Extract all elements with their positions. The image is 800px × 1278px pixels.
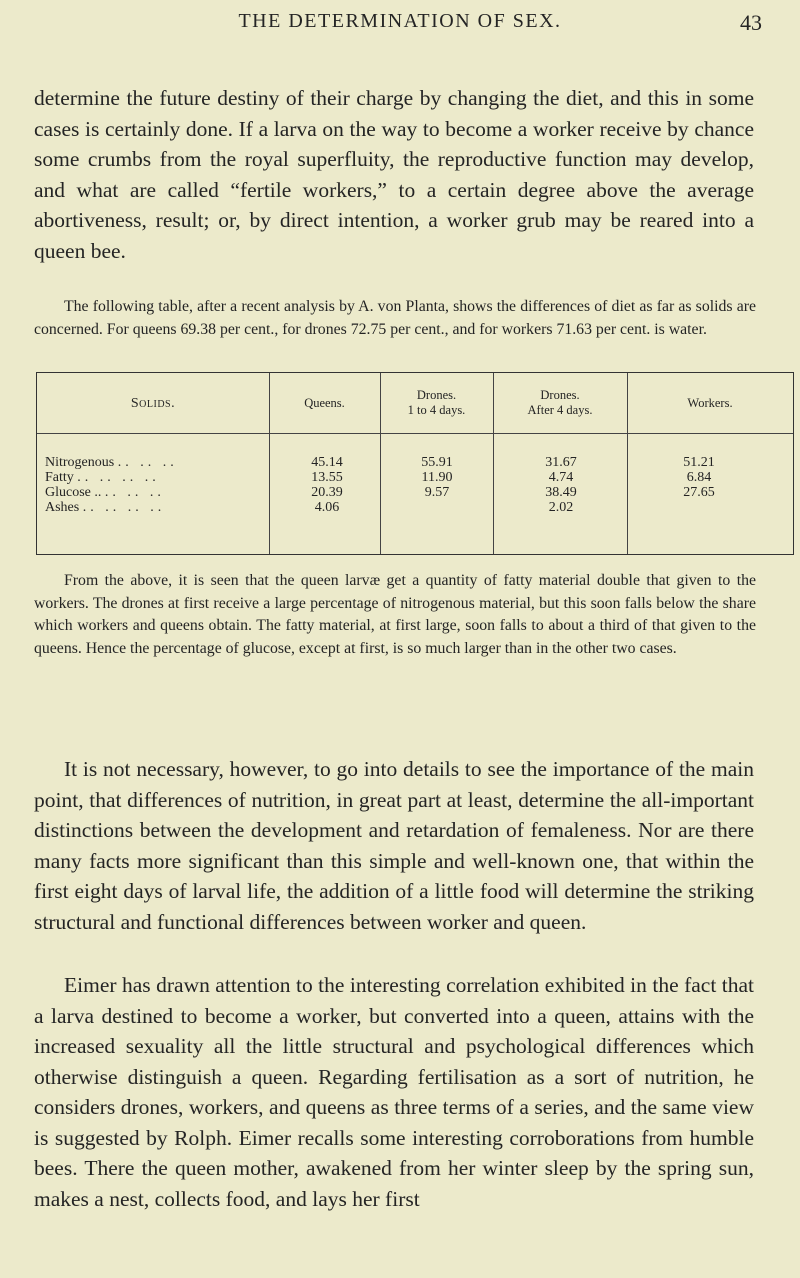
table-cell: 38.49 <box>545 485 577 500</box>
header-drones-late-line1: Drones. <box>540 388 580 402</box>
table-row-label <box>45 500 165 515</box>
header-workers-label: Workers. <box>687 395 733 410</box>
table-cell: 9.57 <box>424 485 450 500</box>
table-cell: 55.91 <box>421 455 453 470</box>
table-row-label <box>45 470 160 485</box>
paragraph-nutrition-importance: It is not necessary, however, to go into details to see the importance of the main point, that differences of nutrition, in great part at least, determine the all-important distinctions between the development and retardation of femaleness. Nor are there many facts more significant than this simple and well-known one, that within the first eight days of larval life, the addition of a little food will determine the striking structural and functional differences between worker and queen. <box>34 757 754 934</box>
page-header <box>0 10 800 50</box>
table-row-label <box>45 485 165 500</box>
header-drones-early <box>380 373 493 433</box>
row-label-dots: .. .. .. .. <box>82 500 166 515</box>
row-label-dots: .. .. .. <box>117 455 178 470</box>
header-queens-label: Queens. <box>304 395 345 410</box>
table-cell: 31.67 <box>545 455 577 470</box>
header-drones-late-line2: After 4 days. <box>527 403 593 417</box>
paragraph-table-intro: The following table, after a recent analysis by A. von Planta, shows the differences of diet as far as solids are concerned. For queens 69.38 per cent., for drones 72.75 per cent., and for workers 71.63 per cent. is water. <box>34 298 756 338</box>
row-label-dots: .. .. .. <box>104 485 165 500</box>
running-title: THE DETERMINATION OF SEX. <box>238 10 562 32</box>
table-cell: 51.21 <box>683 455 715 470</box>
header-drones-early-line2: 1 to 4 days. <box>407 403 466 417</box>
paragraph-table-analysis: From the above, it is seen that the queen larvæ get a quantity of fatty material double that given to the workers. The drones at first receive a large percentage of nitrogenous material, but this soon falls below the share which workers and queens obtain. The fatty material, at first large, soon falls to about a third of that given to the queens. Hence the percentage of glucose, except at first, is so much larger than in the other two cases. <box>34 572 756 657</box>
paragraph-eimer: Eimer has drawn attention to the interesting correlation exhibited in the fact that a larva destined to become a worker, but converted into a queen, attains with the increased sexuality all the little structural and psychological differences which otherwise distinguish a queen. Regarding fertilisation as a sort of nutrition, he considers drones, workers, and queens as three terms of a series, and the same view is suggested by Rolph. Eimer recalls some interesting corroborations from humble bees. There the queen mother, awakened from her winter sleep by the spring sun, makes a nest, collects food, and lays her first <box>34 973 754 1211</box>
table-cell: 13.55 <box>311 470 343 485</box>
table-cell: 45.14 <box>311 455 343 470</box>
row-label-dots: .. .. .. .. <box>77 470 160 485</box>
header-queens <box>269 373 380 433</box>
header-solids-label: Solids. <box>130 395 176 411</box>
header-solids <box>37 373 269 433</box>
table-cell: 6.84 <box>686 470 712 485</box>
table-cell: 20.39 <box>311 485 343 500</box>
table-cell: 11.90 <box>421 470 453 485</box>
row-label-text: Ashes <box>45 500 80 515</box>
header-drones-late <box>493 373 627 433</box>
header-drones-early-line1: Drones. <box>416 388 457 402</box>
row-label-text: Nitrogenous <box>45 455 115 470</box>
row-label-text: Fatty <box>45 470 74 485</box>
table-cell: 2.02 <box>548 500 574 515</box>
page-number: 43 <box>740 10 762 35</box>
table-row-label <box>45 455 178 470</box>
table-cell: 4.74 <box>548 470 574 485</box>
table-header-rule <box>37 433 793 434</box>
header-workers <box>627 373 793 433</box>
table-cell: 27.65 <box>683 485 715 500</box>
nutrition-table <box>36 372 794 555</box>
paragraph-diet-destiny: determine the future destiny of their charge by changing the diet, and this in some cases is certainly done. If a larva on the way to become a worker receive by chance some crumbs from the royal superfluity, the reproductive function may develop, and what are called “fertile workers,” to a certain degree above the average abortiveness, result; or, by direct intention, a worker grub may be reared into a queen bee. <box>34 86 754 263</box>
table-cell: 4.06 <box>314 500 340 515</box>
row-label-text: Glucose .. <box>45 485 102 500</box>
